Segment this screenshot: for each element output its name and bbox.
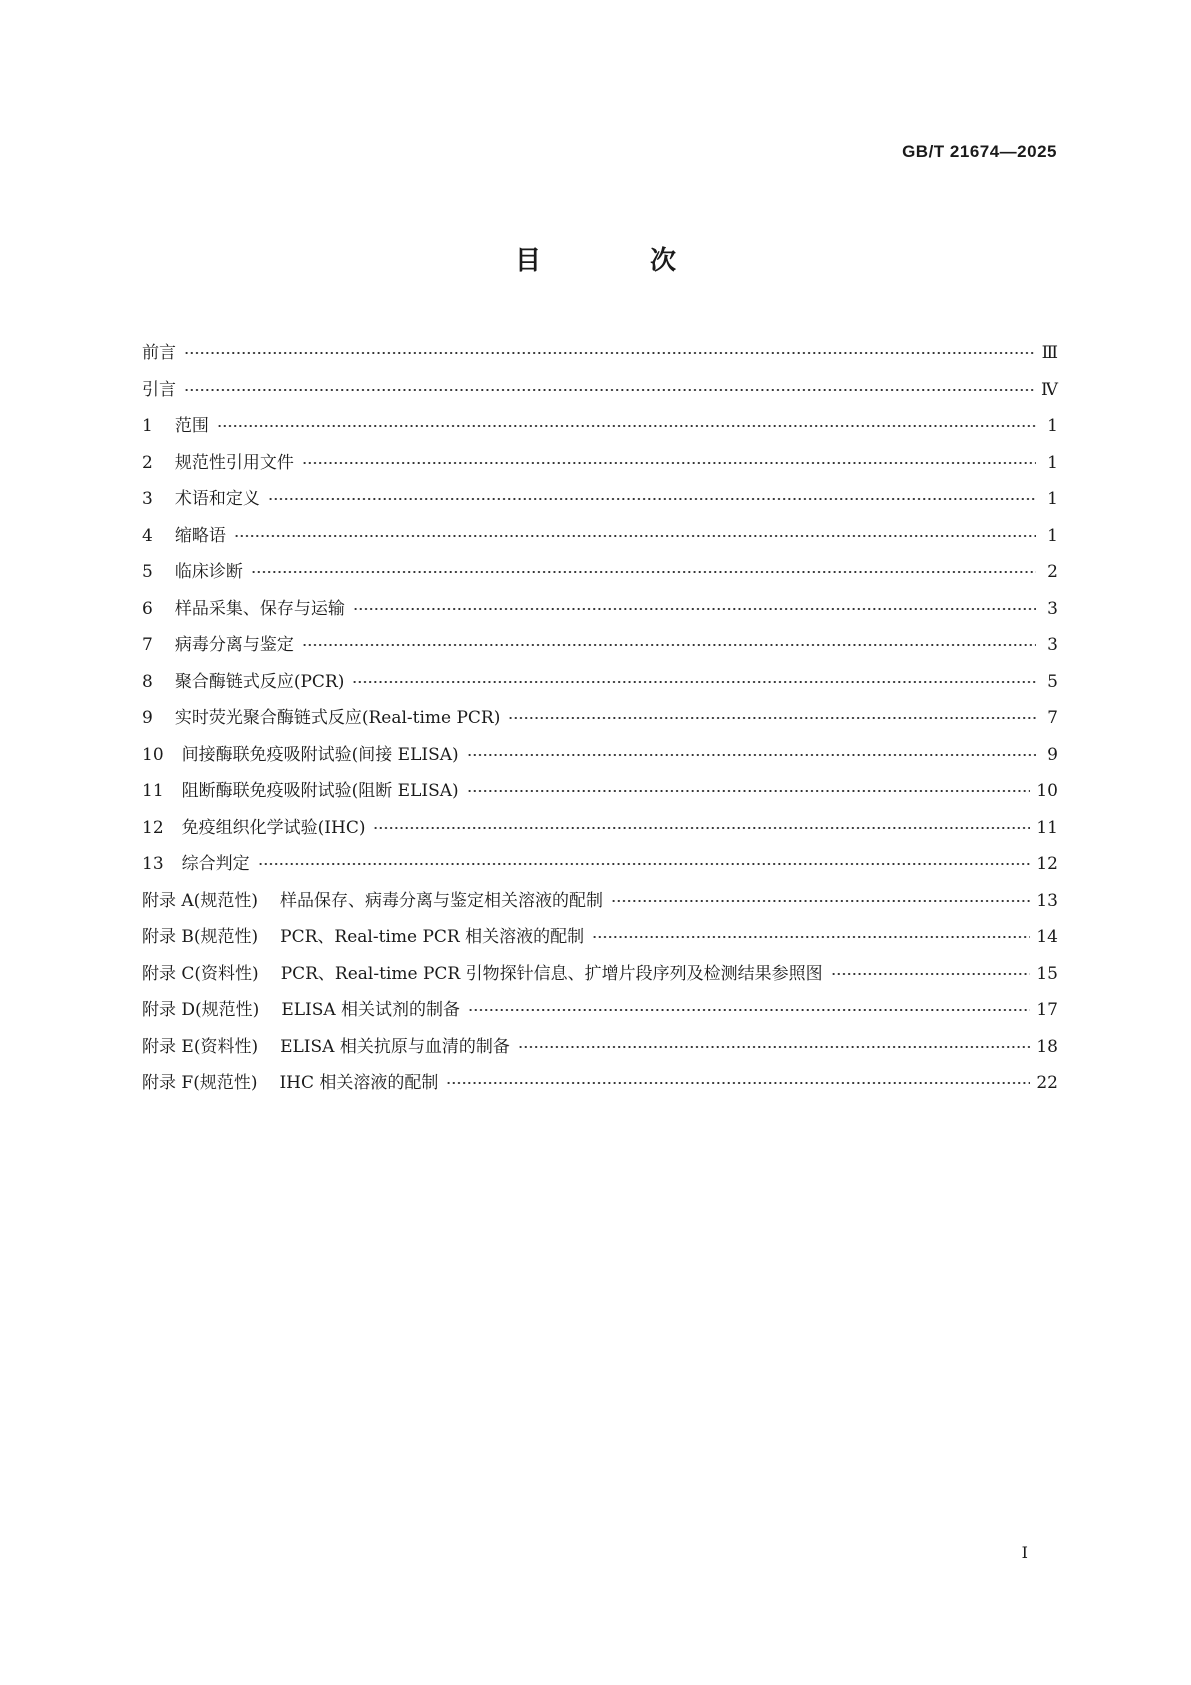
- toc-entry-page: 3: [1047, 598, 1058, 619]
- toc-entry-page: 10: [1036, 781, 1058, 801]
- toc-entry[interactable]: [142, 411, 1058, 448]
- toc-entry[interactable]: [142, 594, 1058, 631]
- toc-entry[interactable]: [142, 521, 1058, 558]
- toc-entry-page: 18: [1036, 1036, 1058, 1057]
- toc-entry-title: 规范性引用文件: [174, 452, 294, 473]
- toc-entry[interactable]: [142, 740, 1058, 777]
- toc-entry-title: 综合判定: [181, 854, 250, 874]
- toc-entry-number: 3: [142, 489, 153, 509]
- toc-entry-page: 5: [1047, 671, 1058, 692]
- toc-entry-page: 13: [1036, 890, 1058, 911]
- toc-entry-title: 聚合酶链式反应(PCR): [174, 671, 345, 692]
- toc-entry-page: 22: [1036, 1073, 1058, 1093]
- toc-entry-number: 4: [142, 525, 153, 546]
- toc-leader-dots: [353, 597, 1036, 614]
- toc-entry-number: 8: [142, 671, 153, 692]
- toc-entry-title: ELISA 相关试剂的制备: [281, 1000, 461, 1020]
- toc-entry[interactable]: [142, 776, 1058, 813]
- toc-entry[interactable]: [142, 338, 1058, 375]
- toc-entry-page: 9: [1047, 744, 1058, 765]
- toc-list: [142, 338, 1058, 1105]
- toc-title: 目 次: [514, 246, 727, 276]
- toc-entry-title: 实时荧光聚合酶链式反应(Real-time PCR): [174, 708, 501, 728]
- toc-entry-title: 样品保存、病毒分离与鉴定相关溶液的配制: [279, 890, 603, 911]
- toc-entry-title: 病毒分离与鉴定: [174, 635, 294, 655]
- toc-leader-dots: [611, 889, 1030, 906]
- toc-entry-page: 14: [1036, 927, 1058, 947]
- toc-entry[interactable]: [142, 630, 1058, 667]
- toc-entry[interactable]: [142, 922, 1058, 959]
- toc-entry[interactable]: [142, 959, 1058, 996]
- toc-leader-dots: [258, 852, 1031, 869]
- toc-entry-page: 1: [1047, 452, 1058, 473]
- toc-entry-title: 样品采集、保存与运输: [174, 598, 345, 619]
- toc-leader-dots: [268, 487, 1036, 504]
- toc-entry-number: 12: [142, 817, 164, 838]
- toc-entry[interactable]: [142, 849, 1058, 886]
- toc-entry[interactable]: [142, 667, 1058, 704]
- toc-entry-number: 附录 E(资料性): [142, 1036, 259, 1057]
- toc-entry-page: Ⅳ: [1041, 379, 1058, 400]
- toc-entry-page: 12: [1036, 854, 1058, 874]
- toc-entry[interactable]: [142, 484, 1058, 521]
- toc-leader-dots: [467, 743, 1036, 760]
- toc-leader-dots: [468, 998, 1030, 1015]
- toc-leader-dots: [184, 341, 1036, 358]
- toc-entry[interactable]: [142, 995, 1058, 1032]
- toc-entry-page: 1: [1047, 416, 1058, 436]
- toc-entry-number: 9: [142, 708, 153, 728]
- toc-entry-title: ELISA 相关抗原与血清的制备: [280, 1036, 510, 1057]
- toc-leader-dots: [184, 378, 1035, 395]
- toc-entry-title: 缩略语: [174, 525, 226, 546]
- toc-entry-number: 1: [142, 416, 153, 436]
- toc-entry-page: 1: [1047, 525, 1058, 546]
- toc-leader-dots: [508, 706, 1036, 723]
- toc-entry-number: 2: [142, 452, 153, 473]
- toc-entry-number: 附录 D(规范性): [142, 1000, 260, 1020]
- toc-entry-page: 17: [1036, 1000, 1058, 1020]
- toc-leader-dots: [467, 779, 1031, 796]
- toc-leader-dots: [373, 816, 1030, 833]
- toc-entry-number: 附录 A(规范性): [142, 890, 258, 911]
- toc-entry-page: 15: [1036, 963, 1058, 984]
- toc-entry-number: 7: [142, 635, 153, 655]
- toc-entry-number: 6: [142, 598, 153, 619]
- toc-entry-page: 3: [1047, 635, 1058, 655]
- toc-entry-title: 阻断酶联免疫吸附试验(阻断 ELISA): [181, 781, 459, 801]
- toc-entry-title: 临床诊断: [174, 562, 243, 582]
- toc-entry-title: 间接酶联免疫吸附试验(间接 ELISA): [181, 744, 459, 765]
- toc-entry-page: 2: [1047, 562, 1058, 582]
- toc-leader-dots: [234, 524, 1036, 541]
- toc-entry-page: Ⅲ: [1041, 343, 1058, 363]
- toc-entry-page: 11: [1036, 817, 1058, 838]
- toc-entry-title: 引言: [142, 379, 176, 400]
- toc-entry[interactable]: [142, 1068, 1058, 1105]
- toc-entry[interactable]: [142, 703, 1058, 740]
- toc-leader-dots: [217, 414, 1036, 431]
- page-number: I: [1021, 1543, 1028, 1562]
- toc-entry-title: 前言: [142, 343, 176, 363]
- toc-entry-title: IHC 相关溶液的配制: [279, 1073, 439, 1093]
- toc-entry-number: 10: [142, 744, 164, 765]
- toc-leader-dots: [251, 560, 1036, 577]
- toc-entry-title: 术语和定义: [174, 489, 260, 509]
- toc-leader-dots: [592, 925, 1030, 942]
- toc-leader-dots: [446, 1071, 1030, 1088]
- toc-leader-dots: [352, 670, 1036, 687]
- toc-entry-number: 附录 C(资料性): [142, 963, 259, 984]
- toc-entry-number: 5: [142, 562, 153, 582]
- toc-entry[interactable]: [142, 813, 1058, 850]
- toc-entry[interactable]: [142, 375, 1058, 412]
- toc-leader-dots: [302, 633, 1036, 650]
- toc-entry-number: 附录 F(规范性): [142, 1073, 258, 1093]
- toc-leader-dots: [302, 451, 1036, 468]
- toc-leader-dots: [518, 1035, 1031, 1052]
- standard-code: GB/T 21674—2025: [902, 142, 1057, 161]
- toc-entry-title: 范围: [174, 416, 209, 436]
- toc-entry[interactable]: [142, 886, 1058, 923]
- toc-entry-title: 免疫组织化学试验(IHC): [181, 817, 366, 838]
- toc-leader-dots: [831, 962, 1031, 979]
- toc-entry[interactable]: [142, 1032, 1058, 1069]
- toc-entry-title: PCR、Real-time PCR 引物探针信息、扩增片段序列及检测结果参照图: [280, 963, 823, 984]
- toc-entry-number: 13: [142, 854, 164, 874]
- toc-entry-number: 11: [142, 781, 164, 801]
- toc-entry-page: 7: [1047, 708, 1058, 728]
- toc-entry[interactable]: [142, 557, 1058, 594]
- toc-entry-title: PCR、Real-time PCR 相关溶液的配制: [280, 927, 585, 947]
- toc-entry-page: 1: [1047, 489, 1058, 509]
- toc-entry-number: 附录 B(规范性): [142, 927, 259, 947]
- toc-entry[interactable]: [142, 448, 1058, 485]
